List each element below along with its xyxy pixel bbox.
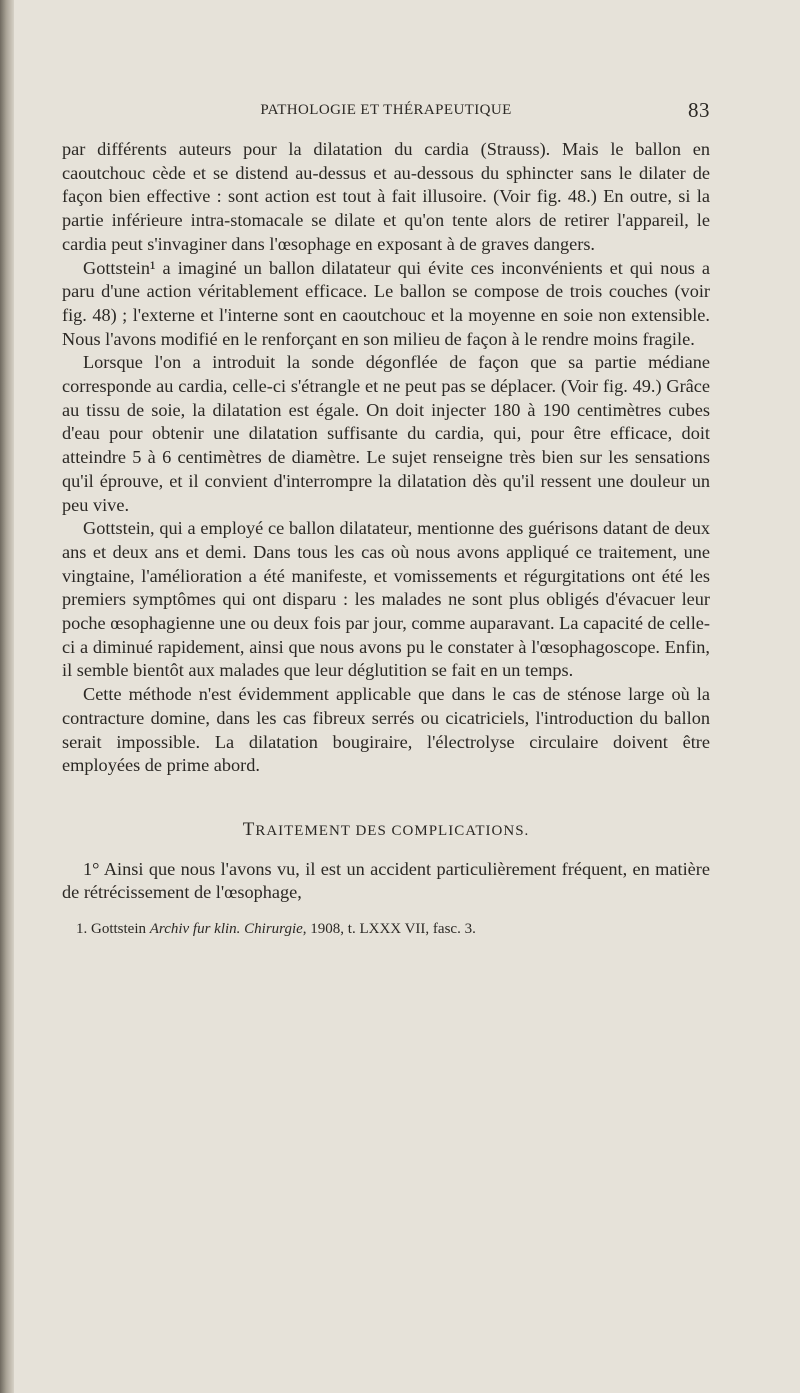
paragraph-2: Gottstein¹ a imaginé un ballon dilatateur qui évite ces inconvénients et qui nous a paru d'une action véritablement efficace. Le ballon se compose de trois couches (voir fig. 48) ; l'externe et l'interne sont en caoutchouc et la moyenne en soie non extensible. Nous l'avons modifié en le renforçant en son milieu de façon à le rendre moins fragile. [62,257,710,349]
section-heading-initial: T [242,818,256,840]
footnote [62,921,710,938]
section-paragraph-1: 1° Ainsi que nous l'avons vu, il est un accident particulièrement fréquent, en matière de rétrécissement de l'œsophage, [62,858,710,903]
paragraph-1: par différents auteurs pour la dilatation du cardia (Strauss). Mais le ballon en caoutchouc cède et se distend au-dessus et au-dessous du sphincter sans le dilater de façon bien effective : sont action est tout à fait illusoire. (Voir fig. 48.) En outre, si la partie inférieure intra-stomacale se dilate et qu'on tente alors de retirer l'appareil, le cardia peut s'invaginer dans l'œsophage en exposant à de graves dangers. [62,139,710,254]
page-body [62,138,710,905]
book-page [62,96,710,938]
section-heading-rest: RAITEMENT DES COMPLICATIONS. [255,822,530,839]
page-header [62,96,710,126]
paragraph-5: Cette méthode n'est évidemment applicable que dans le cas de sténose large où la contracture domine, dans les cas fibreux serrés ou cicatriciels, l'introduction du ballon serait impossible. La dilatation bougiraire, l'électrolyse circulaire doivent être employées de prime abord. [62,684,710,776]
footnote-journal: Archiv fur klin. Chirurgie [149,921,303,938]
footnote-number: 1. [76,921,88,938]
running-title: PATHOLOGIE ET THÉRAPEUTIQUE [260,102,512,118]
footnote-details: , 1908, t. LXXX VII, fasc. 3. [302,921,476,938]
paragraph-4: Gottstein, qui a employé ce ballon dilatateur, mentionne des guérisons datant de deux ans et deux ans et demi. Dans tous les cas où nous avons appliqué ce traitement, une vingtaine, l'amélioration a été manifeste, et vomissements et régurgitations ont été les premiers symptômes qui ont disparu : les malades ne sont plus obligés d'évacuer leur poche œsophagienne une ou deux fois par jour, comme auparavant. La capacité de celle-ci a diminué rapidement, ainsi que nous avons pu le constater à l'œsophagoscope. Enfin, il semble bientôt aux malades que leur déglutition se fait en un temps. [62,518,710,681]
section-heading [62,818,710,844]
footnote-author: Gottstein [91,921,146,938]
page-number: 83 [688,98,710,122]
paragraph-3: Lorsque l'on a introduit la sonde dégonflée de façon que sa partie médiane corresponde au cardia, celle-ci s'étrangle et ne peut pas se déplacer. (Voir fig. 49.) Grâce au tissu de soie, la dilatation est égale. On doit injecter 180 à 190 centimètres cubes d'eau pour obtenir une dilatation suffisante du cardia, qui, pour être efficace, doit atteindre 5 à 6 centimètres de diamètre. Le sujet renseigne très bien sur les sensations qu'il éprouve, et il convient d'interrompre la dilatation dès qu'il ressent une douleur un peu vive. [62,352,710,515]
book-spine-shadow [0,0,14,1393]
